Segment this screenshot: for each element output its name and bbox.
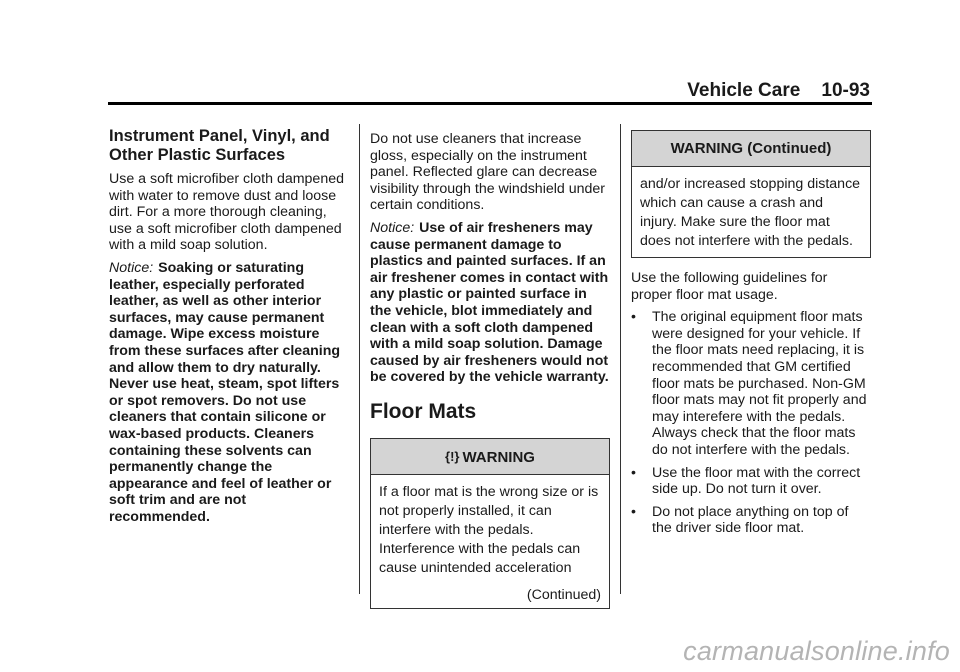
list-item-text: The original equipment floor mats were designed for your vehicle. If the floor mats need replacing, it is recommended that GM certified floor mats be purchased. Non-GM floor mats may not fit properly and may interefere with the pedals. Always check that the floor mats do not interfere with the pedals. bbox=[652, 309, 867, 458]
cleaning-paragraph: Use a soft microfiber cloth dampened with water to remove dust and loose dirt. For a more thorough cleaning, use a soft microfiber cloth dampened with a mild soap solution. bbox=[109, 171, 344, 254]
column-2 bbox=[370, 131, 610, 621]
column-1 bbox=[109, 127, 349, 531]
bullet-icon: • bbox=[631, 309, 636, 326]
warning-continued-text: and/or increased stopping distance which can cause a crash and injury. Make sure the floor mat does not interfere with the pedals. bbox=[640, 176, 861, 249]
warning-title: WARNING bbox=[462, 448, 535, 466]
list-item bbox=[631, 465, 871, 498]
list-item bbox=[631, 504, 871, 537]
notice-text: Soaking or saturating leather, especially perforated leather, as well as other interior surfaces, may cause permanent damage. Wipe excess moisture from these surfaces after cleaning and allow them to dry naturally. Never use heat, steam, spot lifters or spot removers. Do not use cleaners that contain silicone or wax-based products. Cleaners containing these solvents can permanently change the appearance and feel of leather or soft trim and are not recommended. bbox=[109, 259, 341, 525]
list-item bbox=[631, 309, 871, 458]
warning-continued-header: WARNING (Continued) bbox=[632, 131, 870, 167]
floor-mats-heading: Floor Mats bbox=[370, 399, 477, 423]
continued-label: (Continued) bbox=[526, 586, 601, 603]
header-rule bbox=[108, 102, 872, 105]
bullet-icon: • bbox=[631, 503, 636, 520]
warning-icon: {!} bbox=[445, 448, 460, 464]
notice-label: Notice: bbox=[109, 259, 154, 276]
notice-text: Use of air fresheners may cause permanent damage to plastics and painted surfaces. If an air freshener comes in contact with any plastic or painted surface in the vehicle, blot immediately and clean with a soft cloth dampened with a mild soap solution. Damage caused by air fresheners would not be covered by the vehicle warranty. bbox=[370, 219, 609, 386]
list-item-text: Use the floor mat with the correct side up. Do not turn it over. bbox=[652, 464, 861, 498]
list-item-text: Do not place anything on top of the driver side floor mat. bbox=[652, 503, 849, 537]
guidelines-intro: Use the following guidelines for proper floor mat usage. bbox=[631, 270, 828, 303]
guidelines-list bbox=[631, 309, 871, 537]
warning-box bbox=[370, 438, 610, 609]
column-divider bbox=[359, 124, 360, 594]
column-3 bbox=[631, 130, 871, 543]
notice-leather bbox=[109, 260, 349, 526]
instrument-panel-heading: Instrument Panel, Vinyl, and Other Plastic Surfaces bbox=[109, 127, 330, 164]
warning-text: If a floor mat is the wrong size or is not properly installed, it can interfere with the pedals. Interference with the pedals can cause unintended acceleration bbox=[379, 483, 599, 576]
gloss-paragraph: Do not use cleaners that increase gloss, especially on the instrument panel. Reflected glare can decrease visibility through the windshield under certain conditions. bbox=[370, 131, 606, 214]
notice-air-fresheners bbox=[370, 220, 610, 386]
warning-continued-box bbox=[631, 130, 871, 258]
column-divider bbox=[620, 124, 621, 594]
page-header-title: Vehicle Care 10-93 bbox=[687, 80, 870, 101]
watermark: carmanualsonline.info bbox=[683, 636, 950, 666]
notice-label: Notice: bbox=[370, 219, 415, 236]
bullet-icon: • bbox=[631, 464, 636, 481]
warning-header bbox=[371, 439, 609, 475]
